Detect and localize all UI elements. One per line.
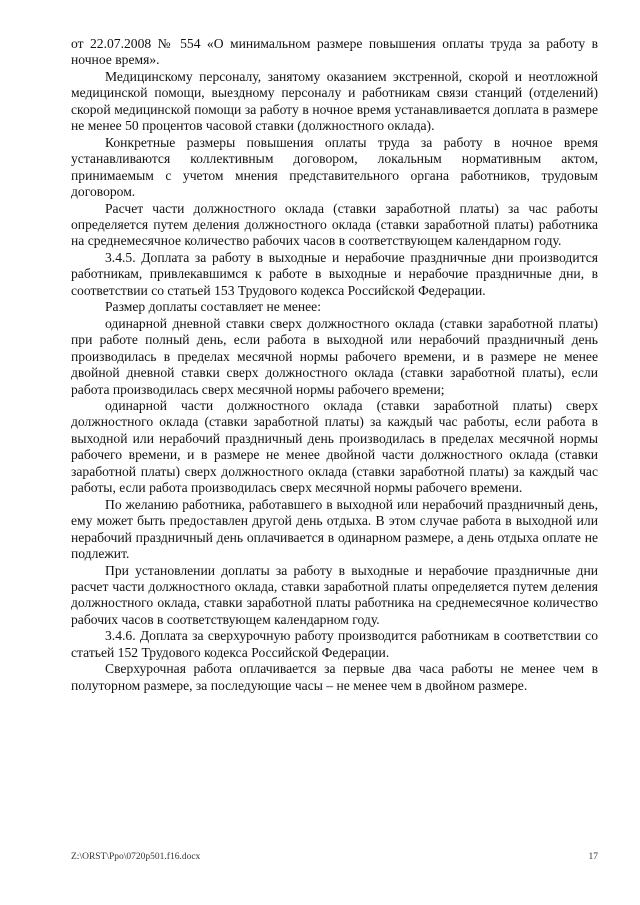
paragraph-2: Медицинскому персоналу, занятому оказанием экстренной, скорой и неотложной медицинской помощи, выездному персоналу и работникам связи станций (отделений) скорой медицинской помощи за работу в ночное время устанавливается доплата в размере не менее 50 процентов часовой ставки (должностного оклада). — [71, 68, 598, 134]
paragraph-8: одинарной части должностного оклада (ставки заработной платы) сверх должностного оклада (ставки заработной платы) за каждый час работы, если работа в выходной или нерабочий праздничный день производилась в пределах месячной нормы рабочего времени, и в размере не менее двойной части должностного оклада (ставки заработной платы) сверх должностного оклада (ставки заработной платы) за каждый час работы, если работа производилась сверх месячной нормы рабочего времени. — [71, 397, 598, 496]
paragraph-12: Сверхурочная работа оплачивается за первые два часа работы не менее чем в полуторном размере, за последующие часы – не менее чем в двойном размере. — [71, 661, 598, 693]
footer-file-path: Z:\ORST\Ppo\0720p501.f16.docx — [71, 852, 201, 862]
document-body — [71, 36, 598, 694]
paragraph-5-section-3-4-5: 3.4.5. Доплата за работу в выходные и нерабочие праздничные дни производится работникам, привлекавшимся к работе в выходные и нерабочие праздничные дни, в соответствии со статьей 153 Трудового кодекса Российской Федерации. — [71, 249, 598, 298]
paragraph-7: одинарной дневной ставки сверх должностного оклада (ставки заработной платы) при работе полный день, если работа в выходной или нерабочий праздничный день производилась в пределах месячной нормы рабочего времени, и в размере не менее двойной дневной ставки сверх должностного оклада (ставки заработной платы), если работа производилась сверх месячной нормы рабочего времени; — [71, 315, 598, 397]
page-number: 17 — [588, 852, 598, 862]
paragraph-9: По желанию работника, работавшего в выходной или нерабочий праздничный день, ему может быть предоставлен другой день отдыха. В этом случае работа в выходной или нерабочий праздничный день оплачивается в одинарном размере, а день отдыха оплате не подлежит. — [71, 496, 598, 562]
paragraph-11-section-3-4-6: 3.4.6. Доплата за сверхурочную работу производится работникам в соответствии со статьей 152 Трудового кодекса Российской Федерации. — [71, 628, 598, 660]
paragraph-1: от 22.07.2008 № 554 «О минимальном размере повышения оплаты труда за работу в ночное время». — [71, 36, 598, 68]
paragraph-6: Размер доплаты составляет не менее: — [105, 299, 321, 315]
paragraph-4: Расчет части должностного оклада (ставки заработной платы) за час работы определяется путем деления должностного оклада (ставки заработной платы) работника на среднемесячное количество рабочих часов в соответствующем календарном году. — [71, 200, 598, 249]
paragraph-10: При установлении доплаты за работу в выходные и нерабочие праздничные дни расчет части должностного оклада, ставки заработной платы определяется путем деления должностного оклада, ставки заработной платы работника на среднемесячное количество рабочих часов в соответствующем календарном году. — [71, 562, 598, 627]
paragraph-3: Конкретные размеры повышения оплаты труда за работу в ночное время устанавливаются коллективным договором, локальным нормативным актом, принимаемым с учетом мнения представительного органа работников, трудовым договором. — [71, 134, 598, 200]
